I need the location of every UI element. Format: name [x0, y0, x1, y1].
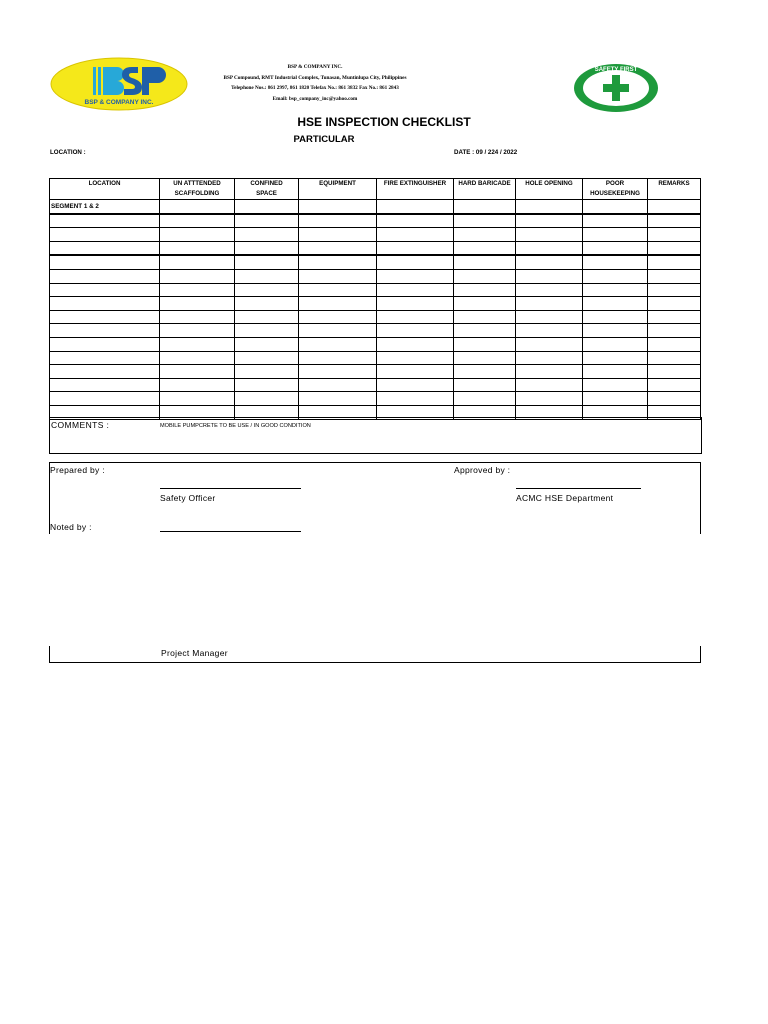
- logo-text: BSP & COMPANY INC.: [84, 99, 154, 106]
- date-label: DATE : 09 / 224 / 2022: [454, 149, 518, 156]
- safety-first-badge: [573, 63, 659, 113]
- col-header: CONFINED SPACE: [235, 179, 299, 200]
- prepared-signature-line[interactable]: [160, 488, 301, 489]
- table-row: [50, 324, 701, 338]
- table-row: [50, 351, 701, 365]
- location-label: LOCATION :: [50, 149, 86, 156]
- table-row: [50, 337, 701, 351]
- col-header: EQUIPMENT: [299, 179, 377, 200]
- col-header: FIRE EXTINGUISHER: [377, 179, 454, 200]
- signature-box-bottom-border: [49, 662, 701, 663]
- signature-box-right-border: [700, 646, 701, 662]
- company-phones: Telephone Nos.: 861 2997, 861 1820 Telefax No.: 861 3832 Fax No.: 861 2843: [231, 85, 399, 91]
- page-subtitle: PARTICULAR: [293, 134, 355, 145]
- segment-label: SEGMENT 1 & 2: [50, 200, 160, 214]
- table-row: [50, 378, 701, 392]
- signature-box-right-border: [700, 462, 701, 534]
- safety-officer-label: Safety Officer: [160, 493, 216, 503]
- page-title: HSE INSPECTION CHECKLIST: [297, 115, 471, 129]
- col-header: HOLE OPENING: [516, 179, 583, 200]
- col-header: REMARKS: [648, 179, 701, 200]
- checklist-table: [49, 178, 701, 420]
- comments-text[interactable]: MOBILE PUMPCRETE TO BE USE / IN GOOD CONDITION: [160, 423, 311, 429]
- comments-label: COMMENTS :: [51, 420, 110, 430]
- company-address: BSP Compound, RMT Industrial Complex, Tunasan, Muntinlupa City, Philippines: [223, 74, 407, 81]
- project-manager-label: Project Manager: [161, 648, 228, 658]
- noted-by-label: Noted by :: [50, 522, 92, 532]
- hse-department-label: ACMC HSE Department: [516, 493, 614, 503]
- safety-badge-text: SAFETY FIRST: [594, 67, 638, 73]
- table-row: [50, 241, 701, 255]
- company-logo: [50, 57, 188, 111]
- table-row: [50, 214, 701, 228]
- company-name: BSP & COMPANY INC.: [287, 64, 343, 70]
- prepared-by-label: Prepared by :: [50, 465, 105, 475]
- col-header: UN ATTTENDED SCAFFOLDING: [160, 179, 235, 200]
- table-row: [50, 228, 701, 242]
- table-row: [50, 392, 701, 406]
- signature-box-left-border: [49, 646, 50, 662]
- approved-signature-line[interactable]: [516, 488, 641, 489]
- col-header: POOR HOUSEKEEPING: [583, 179, 648, 200]
- col-header: HARD BARICADE: [454, 179, 516, 200]
- approved-by-label: Approved by :: [454, 465, 511, 475]
- col-header: LOCATION: [50, 179, 160, 200]
- table-header-row: [50, 179, 701, 200]
- table-row: [50, 200, 701, 214]
- table-row: [50, 283, 701, 297]
- table-row: [50, 365, 701, 379]
- table-row: [50, 297, 701, 311]
- table-row: [50, 310, 701, 324]
- company-info: [200, 62, 430, 104]
- company-email: Email: bsp_company_inc@yahoo.com: [272, 95, 358, 102]
- noted-signature-line[interactable]: [160, 531, 301, 532]
- comments-box: [49, 417, 702, 454]
- table-row: [50, 269, 701, 283]
- signature-box-top-border: [49, 462, 701, 463]
- table-row: [50, 255, 701, 269]
